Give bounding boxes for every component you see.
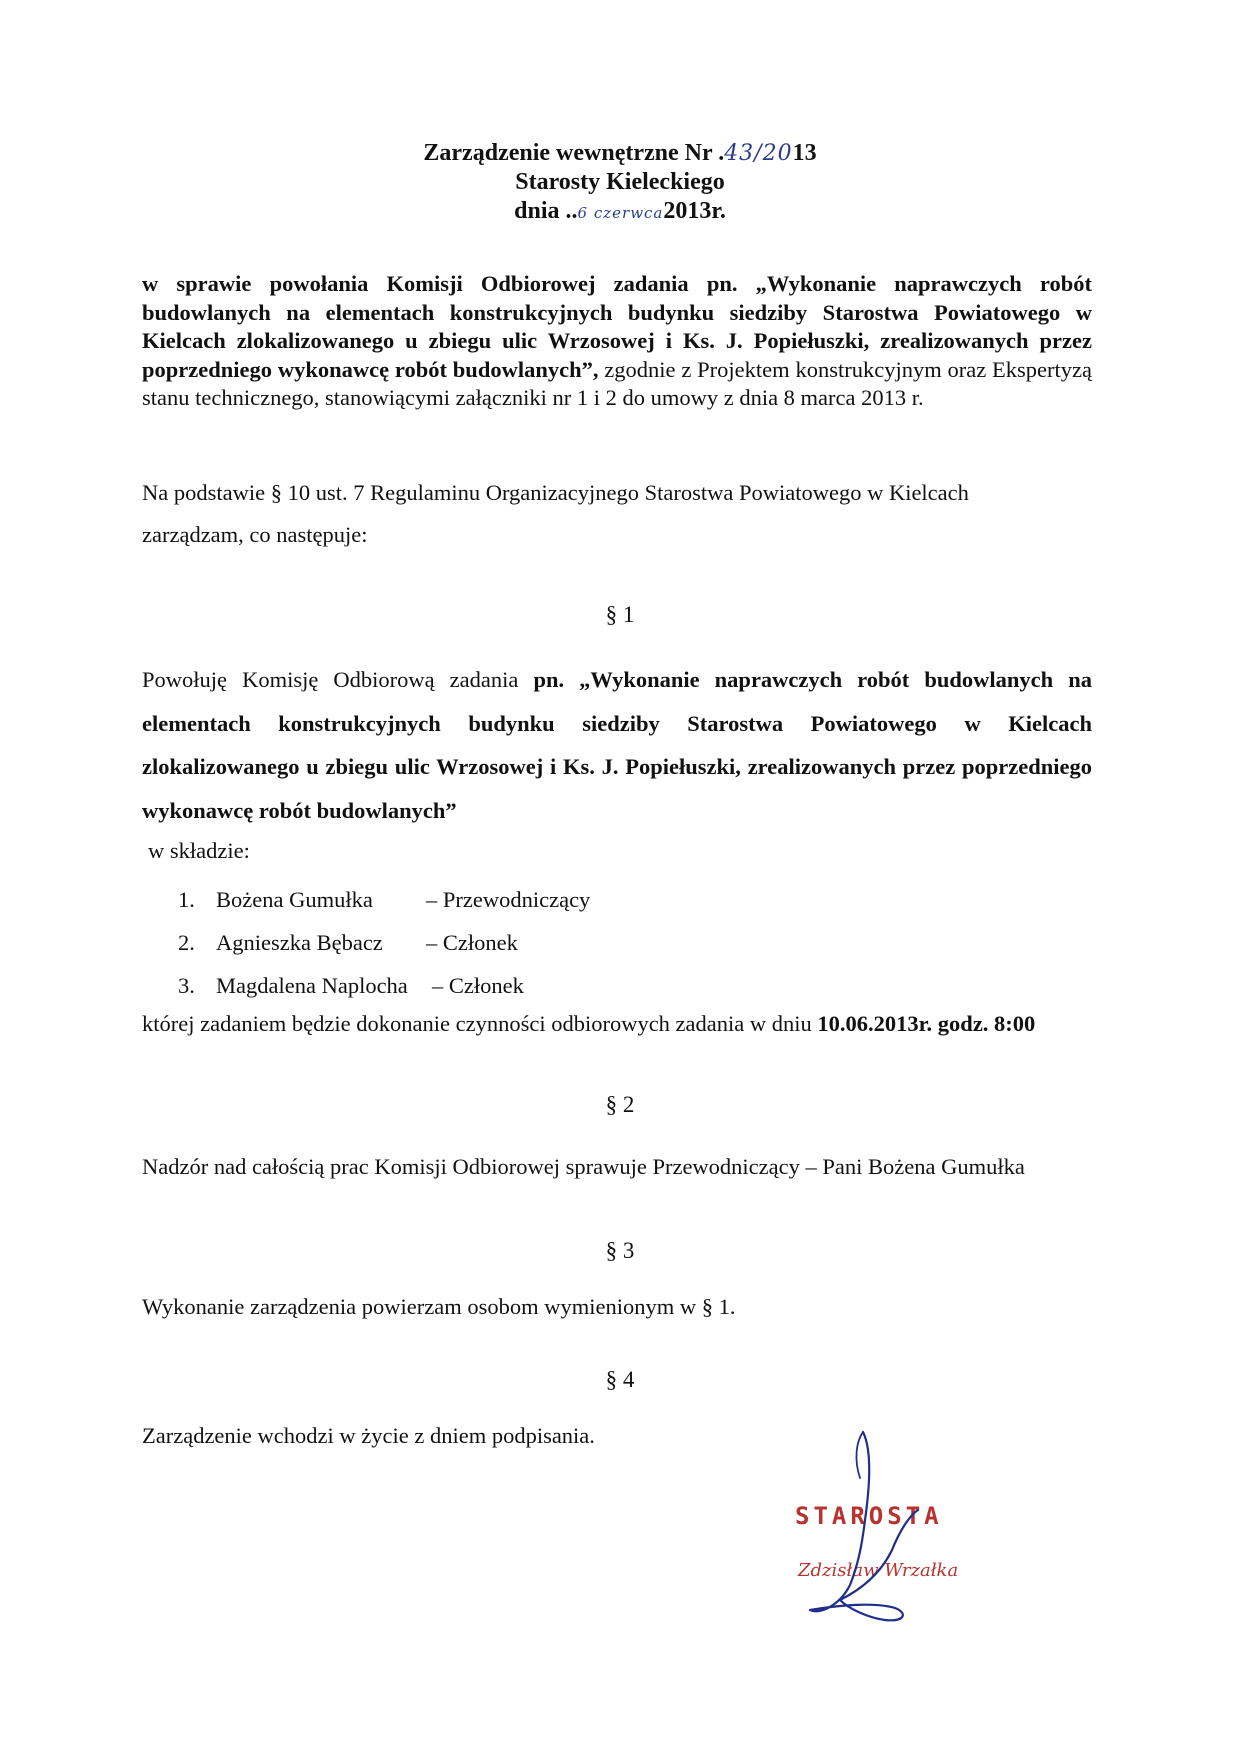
section-2-heading: § 2 xyxy=(605,1092,635,1117)
member-name: Magdalena Naplocha xyxy=(216,973,408,998)
stamp-name: Zdzisław Wrzałka xyxy=(798,1560,959,1581)
order-title-prefix: Zarządzenie wewnętrzne Nr . xyxy=(423,140,725,166)
stamp-title: STAROSTA xyxy=(795,1502,943,1530)
list-item xyxy=(178,964,590,1007)
date-suffix: 2013r. xyxy=(663,198,726,224)
section-4-body: Zarządzenie wchodzi w życie z dniem podpisania. xyxy=(142,1423,595,1448)
issuer-line: Starosty Kieleckiego xyxy=(515,169,725,195)
member-number: 3. xyxy=(178,973,195,998)
order-number-handwritten: 43/20 xyxy=(724,141,793,166)
task-text: której zadaniem będzie dokonanie czynności odbiorowych zadania w dniu xyxy=(142,1011,818,1036)
subject-bold: w sprawie powołania Komisji Odbiorowej zadania pn. „Wykonanie naprawczych robót budowlanych na elementach konstrukcyjnych budynku siedziby Starostwa Powiatowego w Kielcach zlokalizowanego u zbiegu ulic Wrzosowej i Ks. J. Popiełuszki, zrealizowanych przez poprzedniego wykonawcę robót budowlanych”, xyxy=(142,271,1092,382)
member-role: – Przewodniczący xyxy=(426,887,591,912)
list-item xyxy=(178,878,590,921)
date-handwritten: 6 czerwca xyxy=(577,204,664,222)
section-2-body: Nadzór nad całością prac Komisji Odbiorowej sprawuje Przewodniczący – Pani Bożena Gumułka xyxy=(142,1154,1025,1179)
section-3-body: Wykonanie zarządzenia powierzam osobom wymienionym w § 1. xyxy=(142,1294,736,1319)
subject-paragraph xyxy=(142,270,1092,413)
member-name: Bożena Gumułka xyxy=(216,887,373,912)
member-role: – Członek xyxy=(432,973,524,998)
order-title xyxy=(0,138,1240,169)
member-number: 2. xyxy=(178,930,195,955)
member-role: – Członek xyxy=(426,930,518,955)
legal-basis-line-1: Na podstawie § 10 ust. 7 Regulaminu Organizacyjnego Starostwa Powiatowego w Kielcach xyxy=(142,480,969,505)
legal-basis-line-2: zarządzam, co następuje: xyxy=(142,522,368,547)
section-1-intro: Powołuję Komisję Odbiorową zadania xyxy=(142,667,534,692)
list-item xyxy=(178,921,590,964)
signature-icon xyxy=(780,1430,990,1630)
task-date: 10.06.2013r. godz. 8:00 xyxy=(817,1011,1036,1036)
task-paragraph xyxy=(142,1002,1092,1045)
subject-normal: zgodnie z Projektem konstrukcyjnym oraz Ekspertyzą stanu technicznego, stanowiącymi załączniki nr 1 i 2 do umowy z dnia 8 marca 2013 r. xyxy=(142,356,1093,411)
committee-members-list xyxy=(178,878,590,1007)
section-3-heading: § 3 xyxy=(605,1238,635,1263)
legal-basis xyxy=(142,472,1092,556)
member-name: Agnieszka Bębacz xyxy=(216,930,383,955)
member-number: 1. xyxy=(178,887,195,912)
composition-label: w składzie: xyxy=(148,838,250,863)
order-title-suffix: 13 xyxy=(792,140,817,166)
section-4-heading: § 4 xyxy=(605,1367,635,1392)
date-line xyxy=(0,196,1240,228)
section-1-heading: § 1 xyxy=(605,602,635,627)
date-prefix: dnia .. xyxy=(514,198,578,224)
section-1-task-name: pn. „Wykonanie naprawczych robót budowlanych na elementach konstrukcyjnych budynku siedziby Starostwa Powiatowego w Kielcach zlokalizowanego u zbiegu ulic Wrzosowej i Ks. J. Popiełuszki, zrealizowanych przez poprzedniego wykonawcę robót budowlanych” xyxy=(142,667,1093,823)
section-1-body xyxy=(142,658,1092,832)
